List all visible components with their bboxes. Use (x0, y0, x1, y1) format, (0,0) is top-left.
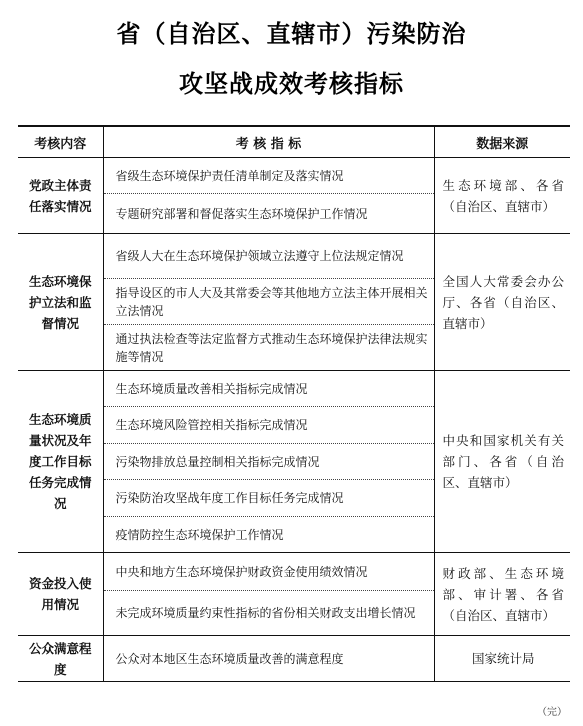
table-header-row (18, 126, 570, 158)
table-row (18, 234, 570, 279)
indicator-cell: 指导设区的市人大及其常委会等其他地方立法主体开展相关立法情况 (103, 279, 434, 325)
header-indicator: 考 核 指 标 (103, 126, 434, 158)
category-public-satisfaction: 公众满意程度 (18, 636, 103, 682)
source-cell: 生态环境部、各省（自治区、直辖市） (434, 158, 570, 234)
source-cell: 中央和国家机关有关部门、各省（自治区、直辖市） (434, 371, 570, 553)
header-source: 数据来源 (434, 126, 570, 158)
header-category: 考核内容 (18, 126, 103, 158)
page-title-line-2: 攻坚战成效考核指标 (179, 70, 404, 98)
indicator-cell: 未完成环境质量约束性指标的省份相关财政支出增长情况 (103, 591, 434, 636)
indicator-cell: 生态环境风险管控相关指标完成情况 (103, 407, 434, 444)
table-row (18, 553, 570, 591)
indicator-cell: 省级人大在生态环境保护领域立法遵守上位法规定情况 (103, 234, 434, 279)
source-cell: 国家统计局 (434, 636, 570, 682)
indicator-cell: 疫情防控生态环境保护工作情况 (103, 517, 434, 553)
indicator-cell: 污染防治攻坚战年度工作目标任务完成情况 (103, 480, 434, 517)
source-cell: 全国人大常委会办公厅、各省（自治区、直辖市） (434, 234, 570, 371)
indicator-cell: 专题研究部署和督促落实生态环境保护工作情况 (103, 194, 434, 234)
end-mark: （完） (537, 707, 567, 718)
category-environment-quality: 生态环境质量状况及年度工作目标任务完成情况 (18, 371, 103, 553)
table-row (18, 158, 570, 194)
category-legislation-supervision: 生态环境保护立法和监督情况 (18, 234, 103, 371)
assessment-indicator-table (18, 125, 570, 682)
indicator-cell: 中央和地方生态环境保护财政资金使用绩效情况 (103, 553, 434, 591)
category-party-responsibility: 党政主体责任落实情况 (18, 158, 103, 234)
indicator-cell: 生态环境质量改善相关指标完成情况 (103, 371, 434, 407)
indicator-cell: 省级生态环境保护责任清单制定及落实情况 (103, 158, 434, 194)
table-row (18, 636, 570, 682)
source-cell: 财政部、生态环境部、审计署、各省（自治区、直辖市） (434, 553, 570, 636)
indicator-cell: 污染物排放总量控制相关指标完成情况 (103, 444, 434, 480)
category-funding: 资金投入使用情况 (18, 553, 103, 636)
indicator-cell: 公众对本地区生态环境质量改善的满意程度 (103, 636, 434, 682)
table-row (18, 371, 570, 407)
page-title-line-1: 省（自治区、直辖市）污染防治 (116, 20, 467, 48)
indicator-cell: 通过执法检查等法定监督方式推动生态环境保护法律法规实施等情况 (103, 325, 434, 371)
